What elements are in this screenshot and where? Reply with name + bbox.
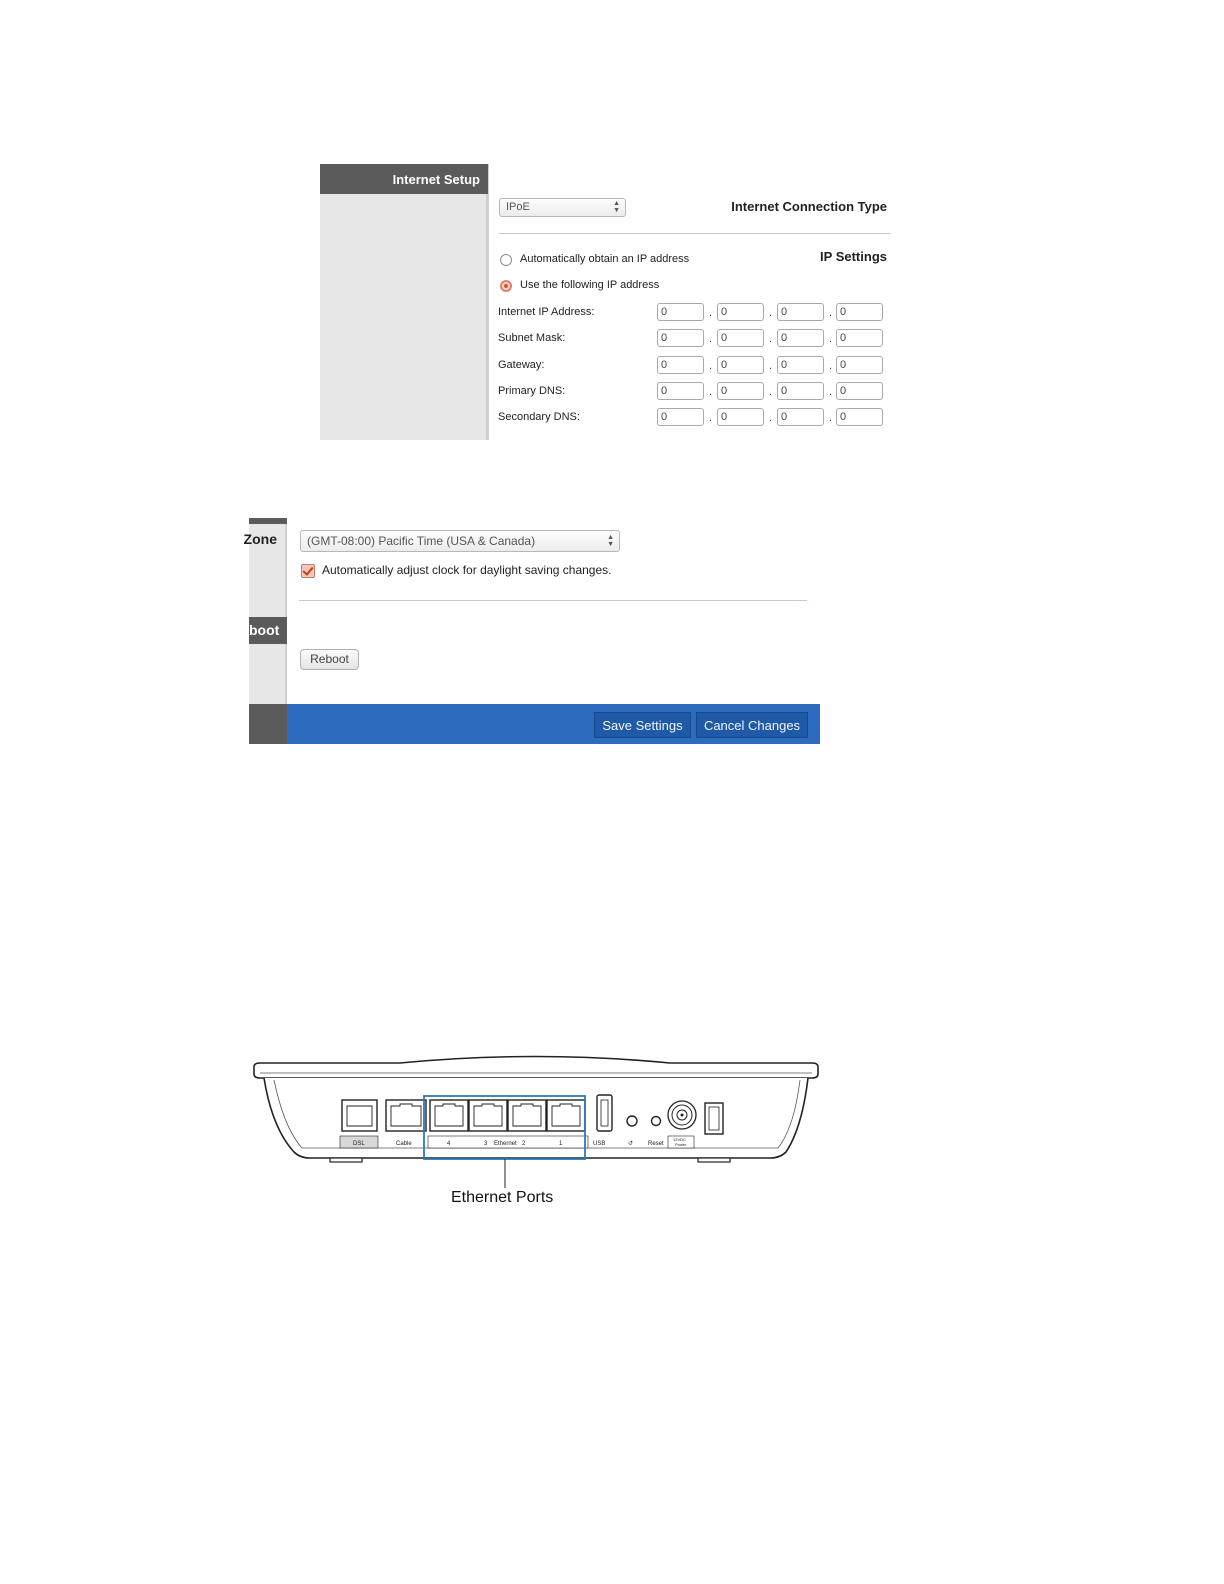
select-arrows-icon: ▲ ▼ [607,534,614,548]
cable-label: Cable [396,1141,412,1147]
octet-separator: . [709,412,713,424]
internet-setup-header: Internet Setup [320,164,488,194]
usb-port [597,1095,612,1131]
octet-separator: . [769,412,773,424]
reboot-tab-label: boot [249,622,280,638]
ethernet-port-3 [469,1100,507,1131]
auto-ip-radio[interactable] [500,254,512,266]
wps-button-icon [627,1116,637,1126]
power-volts-label: 12VDC [673,1137,686,1142]
port-4-label: 4 [447,1141,451,1147]
field-label-subnet-mask: Subnet Mask: [498,332,566,344]
connection-type-label: Internet Connection Type [731,199,887,214]
auto-ip-label: Automatically obtain an IP address [520,253,690,265]
static-ip-label: Use the following IP address [520,279,660,291]
octet-separator: . [829,360,833,372]
divider [499,233,891,234]
port-1-label: 1 [559,1141,563,1147]
octet-separator: . [769,333,773,345]
primary-dns-octet-2[interactable]: 0 [717,382,764,400]
field-label-primary-dns: Primary DNS: [498,385,566,397]
connection-type-value: IPoE [506,201,530,213]
router-foot [698,1158,730,1162]
internet-ip-octet-4[interactable]: 0 [836,303,883,321]
reboot-tab [249,617,287,644]
usb-label: USB [593,1141,606,1147]
action-bar-left [249,704,287,744]
gateway-octet-3[interactable]: 0 [777,356,824,374]
internet-ip-octet-1[interactable]: 0 [657,303,704,321]
connection-type-select[interactable] [499,198,626,217]
octet-separator: . [769,307,773,319]
dst-checkbox[interactable] [301,564,315,578]
octet-separator: . [709,307,713,319]
dst-checkbox-label: Automatically adjust clock for daylight saving changes. [322,563,612,577]
octet-separator: . [829,333,833,345]
port-3-label: 3 [484,1141,488,1147]
reset-label: Reset [648,1141,664,1147]
time-reboot-panel [243,518,820,744]
octet-separator: . [769,360,773,372]
zone-tab-label: Zone [243,531,277,547]
secondary-dns-octet-2[interactable]: 0 [717,408,764,426]
gateway-octet-2[interactable]: 0 [717,356,764,374]
internet-setup-panel [320,164,895,440]
field-label-secondary-dns: Secondary DNS: [498,411,580,423]
octet-separator: . [709,360,713,372]
gateway-octet-1[interactable]: 0 [657,356,704,374]
primary-dns-octet-1[interactable]: 0 [657,382,704,400]
ethernet-ports-caption: Ethernet Ports [451,1189,554,1206]
power-jack-icon [668,1101,696,1129]
port-2-label: 2 [522,1141,526,1147]
subnet-mask-octet-3[interactable]: 0 [777,329,824,347]
subnet-mask-octet-1[interactable]: 0 [657,329,704,347]
primary-dns-octet-3[interactable]: 0 [777,382,824,400]
primary-dns-octet-4[interactable]: 0 [836,382,883,400]
router-foot [330,1158,362,1162]
cable-port [386,1100,426,1131]
reboot-button[interactable]: Reboot [300,649,359,670]
ethernet-port-1 [547,1100,585,1131]
octet-separator: . [829,412,833,424]
static-ip-radio[interactable] [500,280,512,292]
internet-setup-sidebar [320,164,489,440]
wps-label: ↺ [628,1141,634,1147]
cancel-changes-button[interactable]: Cancel Changes [696,712,808,738]
timezone-value: (GMT-08:00) Pacific Time (USA & Canada) [307,534,536,548]
select-arrows-icon: ▲ ▼ [613,200,620,214]
field-label-internet-ip: Internet IP Address: [498,306,595,318]
octet-separator: . [709,386,713,398]
field-label-gateway: Gateway: [498,359,545,371]
subnet-mask-octet-4[interactable]: 0 [836,329,883,347]
sidebar-dark-strip [249,518,287,524]
internet-ip-octet-2[interactable]: 0 [717,303,764,321]
secondary-dns-octet-1[interactable]: 0 [657,408,704,426]
octet-separator: . [829,307,833,319]
ip-settings-label: IP Settings [820,249,887,264]
reset-button-icon [652,1117,661,1126]
timezone-select[interactable] [300,530,620,552]
octet-separator: . [769,386,773,398]
router-lid [254,1057,818,1079]
secondary-dns-octet-3[interactable]: 0 [777,408,824,426]
power-label: Power [675,1142,687,1147]
ethernet-port-2 [508,1100,546,1131]
subnet-mask-octet-2[interactable]: 0 [717,329,764,347]
save-settings-button[interactable]: Save Settings [594,712,691,738]
octet-separator: . [829,386,833,398]
ethernet-label: Ethernet [494,1141,517,1147]
ethernet-port-4 [430,1100,468,1131]
power-switch-icon [705,1103,723,1134]
gateway-octet-4[interactable]: 0 [836,356,883,374]
octet-separator: . [709,333,713,345]
dsl-label: DSL [353,1141,365,1147]
divider [299,600,807,601]
secondary-dns-octet-4[interactable]: 0 [836,408,883,426]
internet-ip-octet-3[interactable]: 0 [777,303,824,321]
